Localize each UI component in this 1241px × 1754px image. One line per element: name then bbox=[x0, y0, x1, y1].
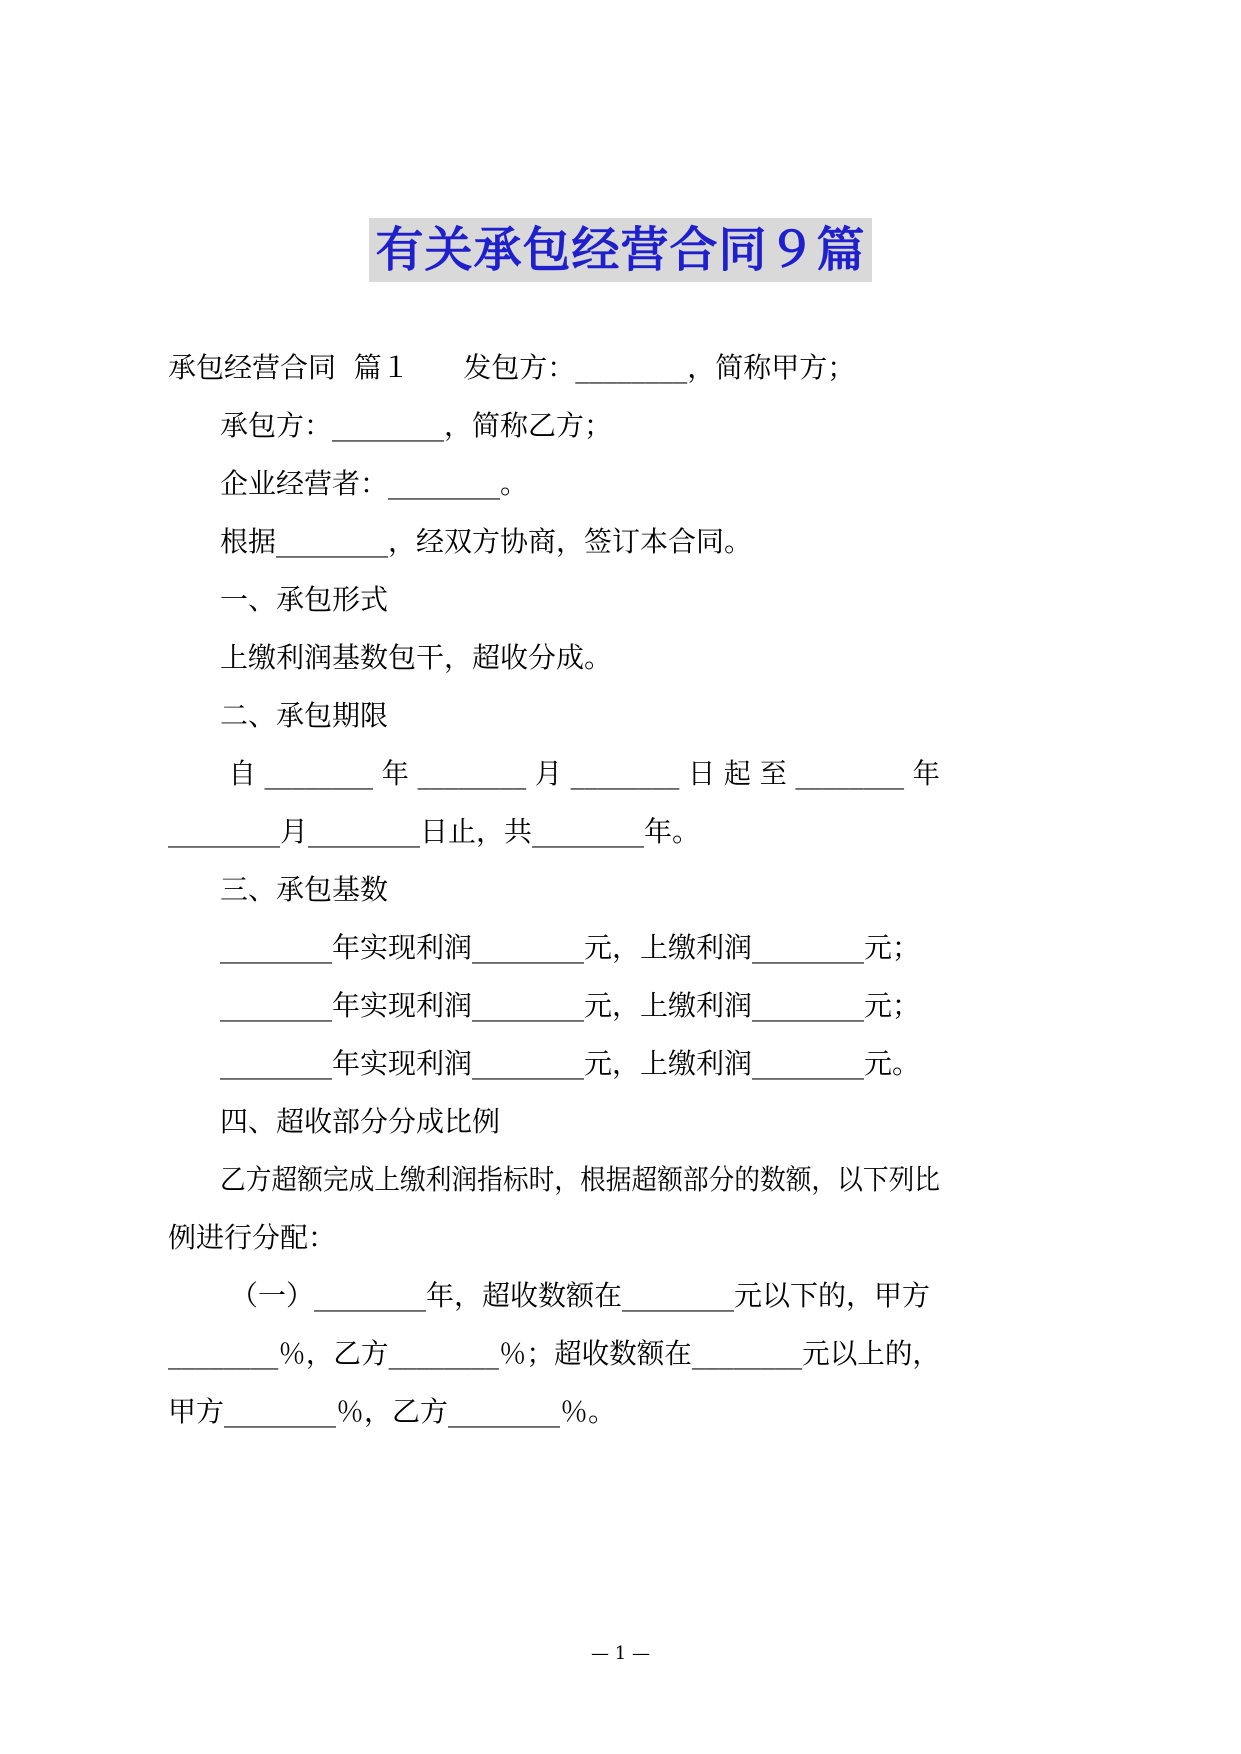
section-heading-1: 一、承包形式 bbox=[220, 583, 389, 616]
base-profit-line-2: ________年实现利润________元，上缴利润________元； bbox=[220, 989, 921, 1022]
page-number: — 1 — bbox=[591, 1643, 650, 1664]
basis-line: 根据________，经双方协商，签订本合同。 bbox=[220, 525, 753, 558]
ratio-item-1-line-2: ________％，乙方________％；超收数额在________元以上的， bbox=[168, 1337, 941, 1370]
contractor-line: 承包方：________，简称乙方； bbox=[220, 409, 613, 442]
base-profit-line-1: ________年实现利润________元，上缴利润________元； bbox=[220, 931, 921, 964]
contract-form-text: 上缴利润基数包干，超收分成。 bbox=[220, 641, 613, 674]
ratio-item-1-line-1: （一）________年，超收数额在________元以下的，甲方 bbox=[230, 1279, 931, 1312]
term-line-1: 自 ________ 年 ________ 月 ________ 日 起 至 ________ 年 bbox=[220, 757, 940, 790]
section-heading-4: 四、超收部分分成比例 bbox=[220, 1105, 501, 1138]
section-heading-2: 二、承包期限 bbox=[220, 699, 389, 732]
section-heading-3: 三、承包基数 bbox=[220, 873, 389, 906]
excess-ratio-text-1: 乙方超额完成上缴利润指标时，根据超额部分的数额，以下列比 bbox=[220, 1163, 941, 1196]
title-container bbox=[0, 218, 1241, 282]
ratio-item-1-line-3: 甲方________％，乙方________％。 bbox=[168, 1395, 617, 1428]
excess-ratio-text-2: 例进行分配： bbox=[168, 1221, 337, 1254]
document-title: 有关承包经营合同９篇 bbox=[369, 218, 871, 282]
contract-heading-line: 承包经营合同 篇１ 发包方：________，简称甲方； bbox=[168, 351, 856, 384]
term-line-2: ________月________日止，共________年。 bbox=[168, 815, 701, 848]
enterprise-operator-line: 企业经营者：________。 bbox=[220, 467, 529, 500]
base-profit-line-3: ________年实现利润________元，上缴利润________元。 bbox=[220, 1047, 921, 1080]
